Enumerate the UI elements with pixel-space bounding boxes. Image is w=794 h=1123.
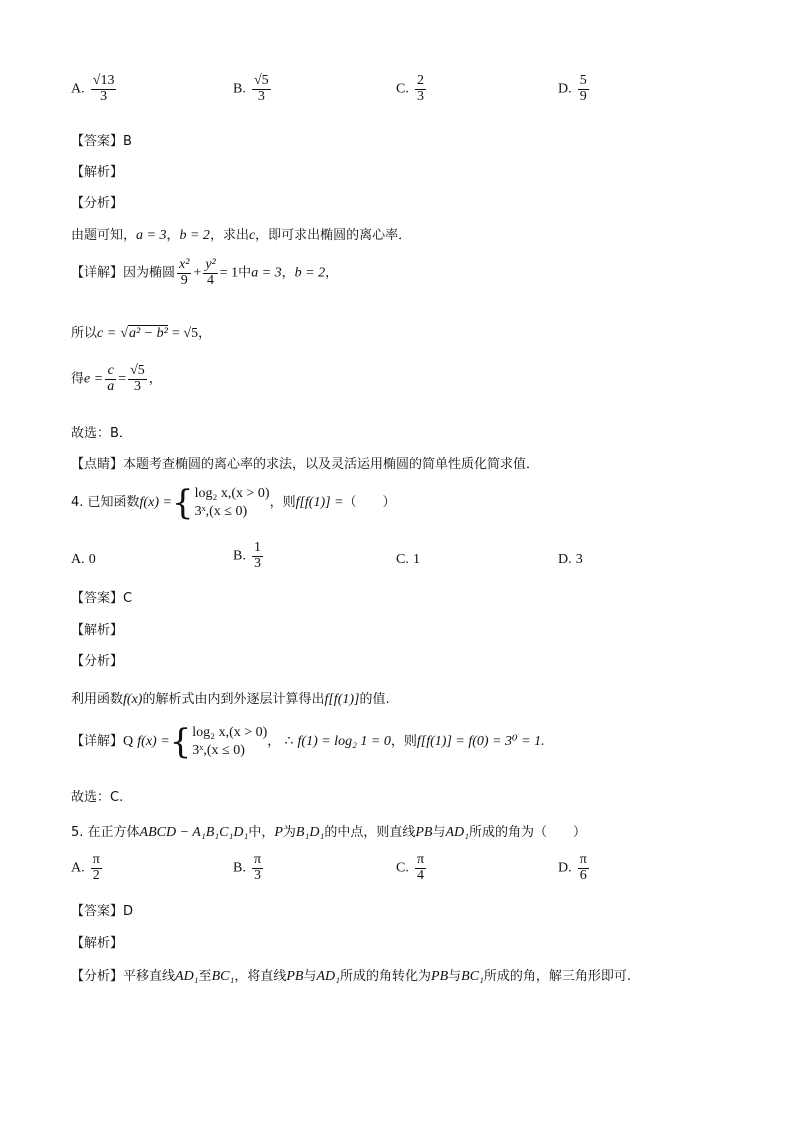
q5-stem: 5. 在正方体ABCD − A₁B₁C₁D₁中，P为B₁D₁的中点，则直线PB与AD₁所成的角为（ ） <box>71 825 587 840</box>
option-letter: B. <box>233 548 246 564</box>
option-letter: D. <box>558 552 572 567</box>
option-fraction: $\frac{√5}{3}$ <box>253 73 269 104</box>
q3-choose: 故选：B． <box>71 426 132 441</box>
option-letter: C. <box>396 81 409 97</box>
q5-analysis: 【分析】平移直线AD₁至BC₁，将直线PB与AD₁所成的角转化为PB与BC₁所成的角，解三角形即可. <box>71 969 632 984</box>
q3-fenxi-heading: 【分析】 <box>71 196 124 211</box>
q5-option-a <box>71 853 104 883</box>
q4-option-c: C. 1 <box>396 552 420 567</box>
q3-detail: 【详解】因为椭圆 $\frac{\text{x²}}{9}$ + $\frac{\text{y²}}{4}$ = 1中a = 3，b = 2， <box>71 257 339 288</box>
q4-detail: 【详解】Q f(x) ={ log₂ x,(x > 0) 3ˣ,(x ≤ 0) ， ∴ f(1) = log₂ 1 = 0，则f[f(1)] = f(0) = 3⁰ = 1. <box>71 721 545 762</box>
ellipse-x-term: $\frac{\text{x²}}{9}$ <box>179 257 190 288</box>
q4-fenxi-heading: 【分析】 <box>71 654 124 669</box>
option-letter: D. <box>558 860 572 876</box>
q3-jiexi-heading: 【解析】 <box>71 165 124 180</box>
q5-option-b <box>233 853 265 883</box>
q4-jiexi-heading: 【解析】 <box>71 623 124 638</box>
q4-analysis: 利用函数f(x)的解析式由内到外逐层计算得出f[f(1)]的值. <box>71 692 390 707</box>
q3-option-c <box>396 74 428 104</box>
q3-answer: 【答案】B <box>71 134 132 149</box>
q4-choose: 故选：C. <box>71 790 124 805</box>
ellipse-y-term: $\frac{\text{y²}}{4}$ <box>205 257 216 288</box>
q3-dianjing: 【点睛】本题考查椭圆的离心率的求法，以及灵活运用椭圆的简单性质化简求值． <box>71 457 540 472</box>
option-letter: A. <box>71 81 85 97</box>
q4-answer: 【答案】C <box>71 591 133 606</box>
q5-option-d <box>558 853 591 883</box>
q5-option-c <box>396 853 428 883</box>
option-letter: D. <box>558 81 572 97</box>
q5-answer: 【答案】D <box>71 904 134 919</box>
q4-option-b <box>233 541 265 571</box>
option-letter: B. <box>233 860 246 876</box>
option-fraction: $\frac{\pi}{4}$ <box>416 852 425 883</box>
option-letter: A. <box>71 860 85 876</box>
option-fraction: $\frac{√13}{3}$ <box>92 73 115 104</box>
option-fraction: $\frac{\pi}{3}$ <box>253 852 262 883</box>
q4-option-d: D. 3 <box>558 552 583 567</box>
q3-line-e: 得e = $\frac{c}{a}$ = $\frac{√5}{3}$ ， <box>71 363 162 394</box>
q3-line-c: 所以c = √a² − b² = √5， <box>71 326 212 341</box>
piecewise-cases: log₂ x,(x > 0) 3ˣ,(x ≤ 0) <box>192 725 268 758</box>
option-fraction: $\frac{2}{3}$ <box>416 73 424 104</box>
sqrt-sign: √ <box>120 326 129 341</box>
option-letter: C. <box>396 860 409 876</box>
piecewise-cases: log₂ x,(x > 0) 3ˣ,(x ≤ 0) <box>194 486 270 519</box>
q4-option-a: A. 0 <box>71 552 96 567</box>
piecewise-brace: { <box>169 721 192 762</box>
q3-option-d <box>558 74 591 104</box>
option-fraction: $\frac{\pi}{6}$ <box>579 852 587 883</box>
option-fraction: $\frac{\pi}{2}$ <box>92 852 100 883</box>
option-letter: C. <box>396 552 409 567</box>
q5-jiexi-heading: 【解析】 <box>71 936 124 951</box>
q4-stem: 4. 已知函数f(x) ={ log₂ x,(x > 0) 3ˣ,(x ≤ 0) ，则f[f(1)] =（ ） <box>71 482 396 523</box>
q3-option-a <box>71 74 118 104</box>
option-letter: A. <box>71 552 85 567</box>
piecewise-brace: { <box>171 482 194 523</box>
option-letter: B. <box>233 81 246 97</box>
option-fraction: $\frac{1}{3}$ <box>253 540 261 571</box>
q3-analysis: 由题可知，a = 3，b = 2，求出c，即可求出椭圆的离心率． <box>71 228 412 243</box>
option-fraction: $\frac{5}{9}$ <box>579 73 587 104</box>
q3-option-b <box>233 74 273 104</box>
